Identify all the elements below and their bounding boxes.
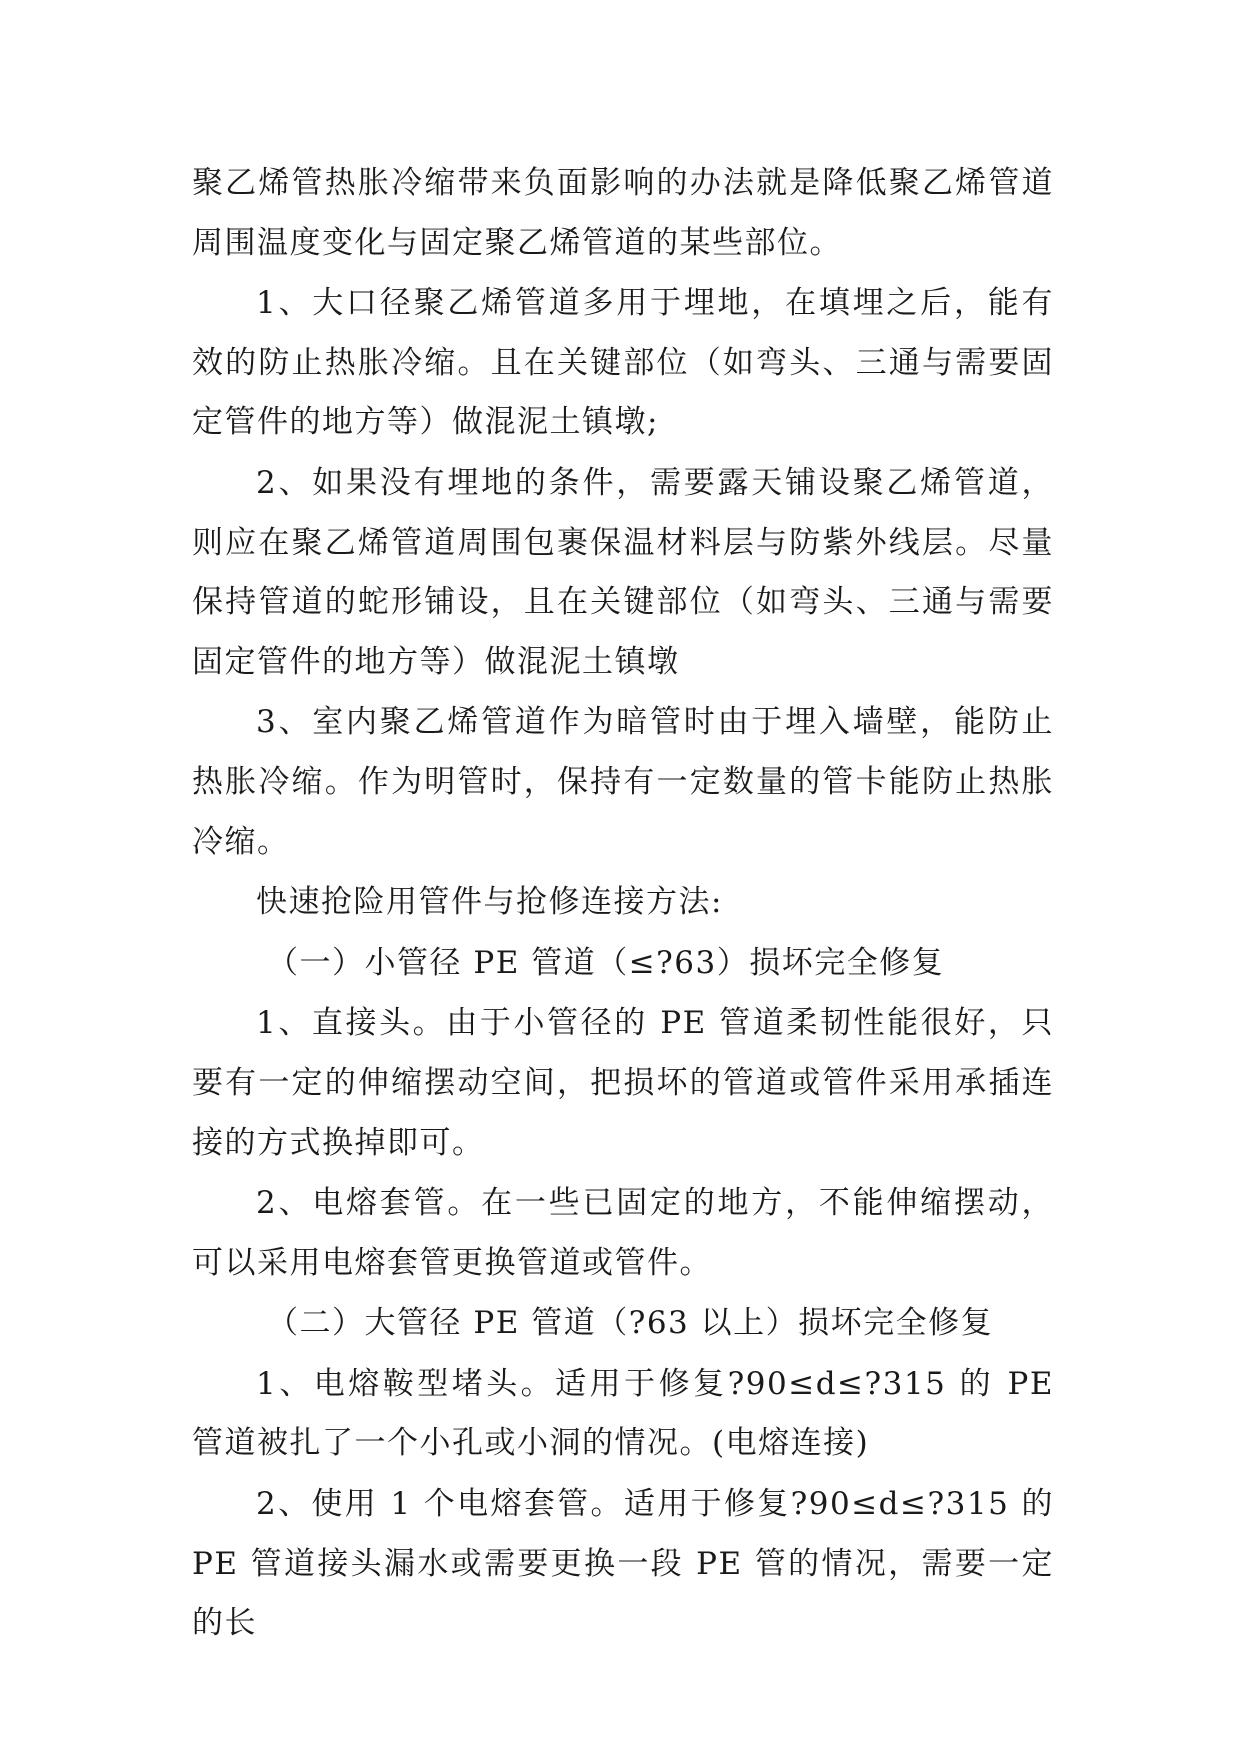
- paragraph: 2、如果没有埋地的条件，需要露天铺设聚乙烯管道，则应在聚乙烯管道周围包裹保温材料层与防紫外线层。尽量保持管道的蛇形铺设，且在关键部位（如弯头、三通与需要固定管件的地方等）做混泥土镇墩: [192, 464, 1054, 680]
- paragraph: 1、大口径聚乙烯管道多用于埋地，在填埋之后，能有效的防止热胀冷缩。且在关键部位（如弯头、三通与需要固定管件的地方等）做混泥土镇墩;: [192, 285, 1054, 441]
- paragraph: 1、电熔鞍型堵头。适用于修复?90≤d≤?315 的 PE 管道被扎了一个小孔或小洞的情况。(电熔连接): [192, 1365, 1066, 1462]
- paragraph: 2、使用 1 个电熔套管。适用于修复?90≤d≤?315 的 PE 管道接头漏水或需要更换一段 PE 管的情况，需要一定的长: [192, 1486, 1066, 1642]
- paragraph: 1、直接头。由于小管径的 PE 管道柔韧性能很好，只要有一定的伸缩摆动空间，把损坏的管道或管件采用承插连接的方式换掉即可。: [192, 1005, 1054, 1161]
- paragraph: 快速抢险用管件与抢修连接方法:: [256, 884, 723, 921]
- section-heading: （二）大管径 PE 管道（?63 以上）损坏完全修复: [267, 1305, 994, 1342]
- paragraph: 2、电熔套管。在一些已固定的地方，不能伸缩摆动，可以采用电熔套管更换管道或管件。: [192, 1185, 1054, 1281]
- paragraph: 聚乙烯管热胀冷缩带来负面影响的办法就是降低聚乙烯管道周围温度变化与固定聚乙烯管道的某些部位。: [192, 165, 1054, 261]
- paragraph: 3、室内聚乙烯管道作为暗管时由于埋入墙壁，能防止热胀冷缩。作为明管时，保持有一定数量的管卡能防止热胀冷缩。: [192, 704, 1054, 860]
- section-heading: （一）小管径 PE 管道（≤?63）损坏完全修复: [267, 944, 945, 981]
- document-page: [192, 154, 1066, 1655]
